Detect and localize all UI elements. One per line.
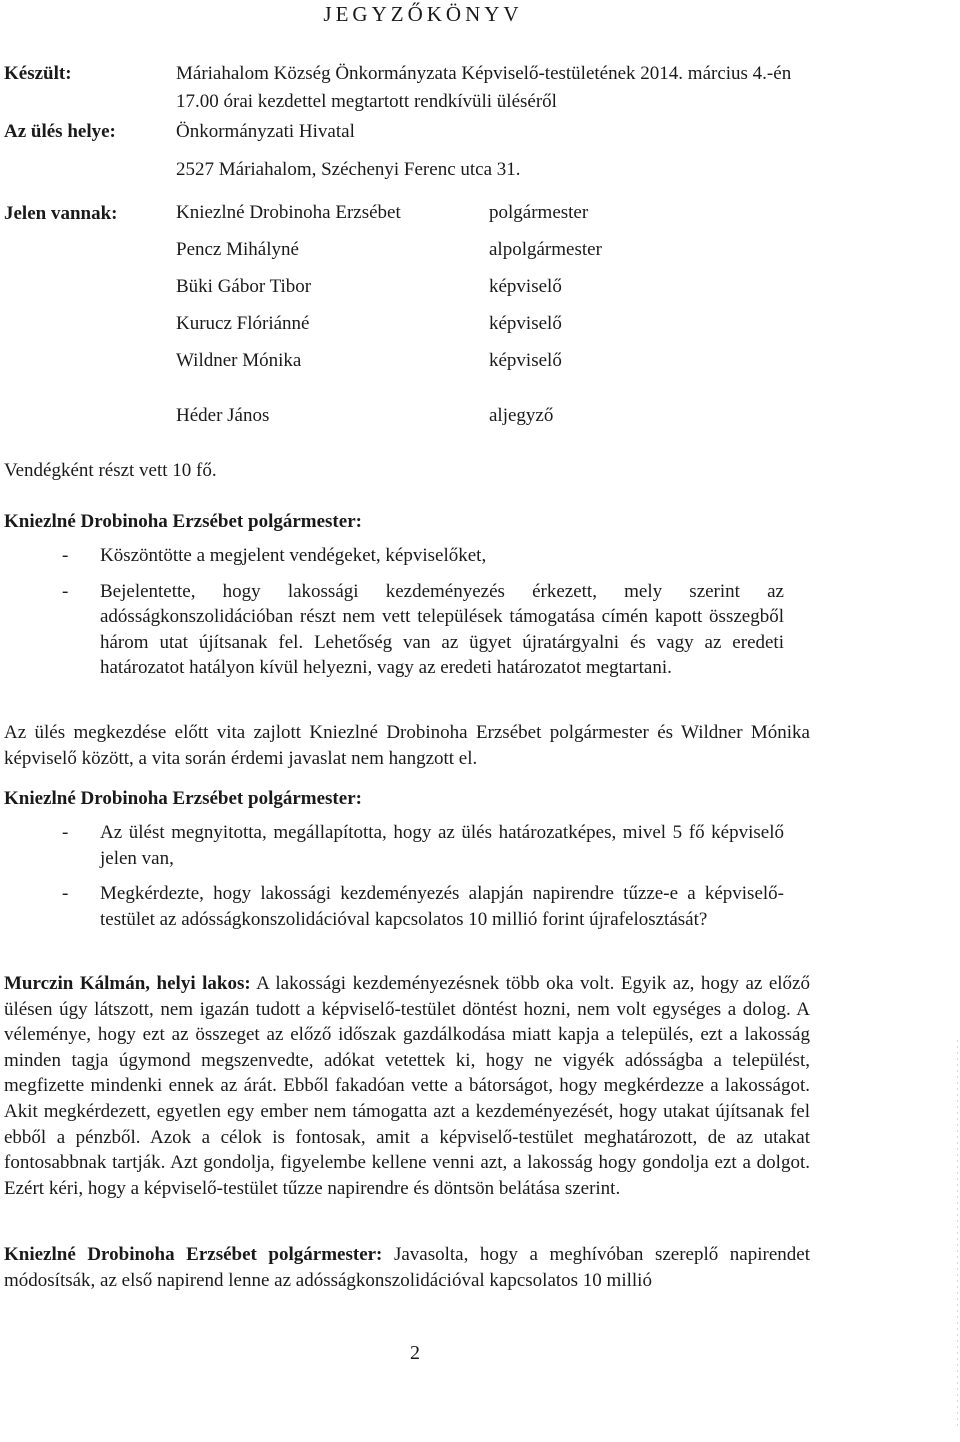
attendee-name: Pencz Mihályné xyxy=(176,239,299,260)
guests-note: Vendégként részt vett 10 fő. xyxy=(4,460,217,481)
dash-bullet: - xyxy=(62,883,69,905)
bullet-text: Az ülést megnyitotta, megállapította, hogy az ülés határozatképes, mivel 5 fő képviselő jelen van, xyxy=(100,822,784,869)
paragraph-text: A lakossági kezdeményezésnek több oka volt. Egyik az, hogy az előző ülésen úgy látszott, nem igazán tudott a képviselő-testület döntést hozni, nem volt egységes a dolog. A véleménye, hogy ezt az összeget az előző időszak gazdálkodása miatt kapja a település, ezt a lakosság minden tagja úgymond megszenvedte, adókat vetettek ki, hogy ne vigyék adósságba a települést, megfizette mindenki ennek az árát. Ebből fakadóan vette a bátorságot, hogy megkérdezze a lakosságot. Akit megkérdezett, egyetlen egy ember nem támogatta azt a kezdeményezését, hogy utakat újítsanak fel ebből a pénzből. Azok a célok is fontosak, amit a képviselő-testület meghatározott, de az utakat fontosabbnak tartják. Azt gondolja, figyelembe kellene venni azt, a lakosság hogy gondolja ezt a dolgot. Ezért kéri, hogy a képviselő-testület tűzze napirendre és döntsön belátása szerint. xyxy=(4,973,810,1199)
bullet-list xyxy=(62,543,784,681)
paragraph xyxy=(4,971,810,1201)
attendee-row xyxy=(176,239,876,263)
speaker-name: Kniezlné Drobinoha Erzsébet polgármester: xyxy=(4,511,362,532)
speaker-heading xyxy=(4,786,810,812)
attendee-role: képviselő xyxy=(489,313,562,334)
attendee-row xyxy=(176,405,876,429)
attendee-row xyxy=(176,350,876,374)
bullet-text: Megkérdezte, hogy lakossági kezdeményezés alapján napirendre tűzze-e a képviselő-testület az adósságkonszolidációval kapcsolatos 10 millió forint újrafelosztását? xyxy=(100,883,784,930)
document-title: JEGYZŐKÖNYV xyxy=(323,2,523,26)
list-item xyxy=(62,820,784,871)
attendee-role: alpolgármester xyxy=(489,239,602,260)
hely-label: Az ülés helye: xyxy=(4,121,116,142)
speaker-heading xyxy=(4,509,810,535)
dash-bullet: - xyxy=(62,580,69,602)
attendee-name: Wildner Mónika xyxy=(176,350,302,371)
dash-bullet: - xyxy=(62,545,69,566)
attendee-role: képviselő xyxy=(489,276,562,297)
bullet-text: Köszöntötte a megjelent vendégeket, képviselőket, xyxy=(100,545,487,566)
attendee-name: Kniezlné Drobinoha Erzsébet xyxy=(176,202,401,223)
attendee-role: képviselő xyxy=(489,350,562,371)
dash-bullet: - xyxy=(62,822,69,843)
jelen-label: Jelen vannak: xyxy=(4,203,118,224)
speaker-name: Murczin Kálmán, helyi lakos: xyxy=(4,973,251,994)
hely-line1: Önkormányzati Hivatal xyxy=(176,121,355,142)
speaker-name: Kniezlné Drobinoha Erzsébet polgármester: xyxy=(4,788,362,809)
header-jelen xyxy=(0,200,200,228)
bullet-text: Bejelentette, hogy lakossági kezdeményezés érkezett, mely szerint az adósságkonszolidációban részt nem vett települések támogatása címén kapott összegből három utat újítsanak fel. Lehetőség van az ügyet újratárgyalni és vagy az eredeti határozatot hatályon kívül helyezni, vagy az eredeti határozatot megtartani. xyxy=(100,580,784,679)
attendee-name: Kurucz Flóriánné xyxy=(176,313,310,334)
scan-edge-line xyxy=(957,1040,958,1430)
bullet-list xyxy=(62,820,784,932)
list-item xyxy=(62,579,784,681)
header-keszult xyxy=(0,60,960,120)
speaker-name: Kniezlné Drobinoha Erzsébet polgármester: xyxy=(4,1244,383,1265)
attendee-row xyxy=(176,313,876,337)
keszult-value: Máriahalom Község Önkormányzata Képviselő-testületének 2014. március 4.-én 17.00 órai kezdettel megtartott rendkívüli üléséről xyxy=(176,63,792,112)
paragraph-text: Javasolta, hogy a meghívóban szereplő napirendet módosítsák, az első napirend lenne az adósságkonszolidációval kapcsolatos 10 millió xyxy=(4,1244,810,1291)
attendee-role: polgármester xyxy=(489,202,589,223)
list-item xyxy=(62,543,784,569)
attendee-row xyxy=(176,202,876,226)
list-item xyxy=(62,881,784,932)
attendee-row xyxy=(176,276,876,300)
attendee-name: Büki Gábor Tibor xyxy=(176,276,312,297)
attendee-role: aljegyző xyxy=(489,405,554,426)
paragraph: Az ülés megkezdése előtt vita zajlott Kniezlné Drobinoha Erzsébet polgármester és Wildner Mónika képviselő között, a vita során érdemi javaslat nem hangzott el. xyxy=(4,722,810,769)
paragraph xyxy=(4,1242,810,1293)
attendee-name: Héder János xyxy=(176,405,270,426)
header-hely xyxy=(0,118,960,188)
keszult-label: Készült: xyxy=(4,63,72,84)
hely-line2: 2527 Máriahalom, Széchenyi Ferenc utca 31. xyxy=(176,159,521,180)
page-number: 2 xyxy=(410,1342,420,1364)
